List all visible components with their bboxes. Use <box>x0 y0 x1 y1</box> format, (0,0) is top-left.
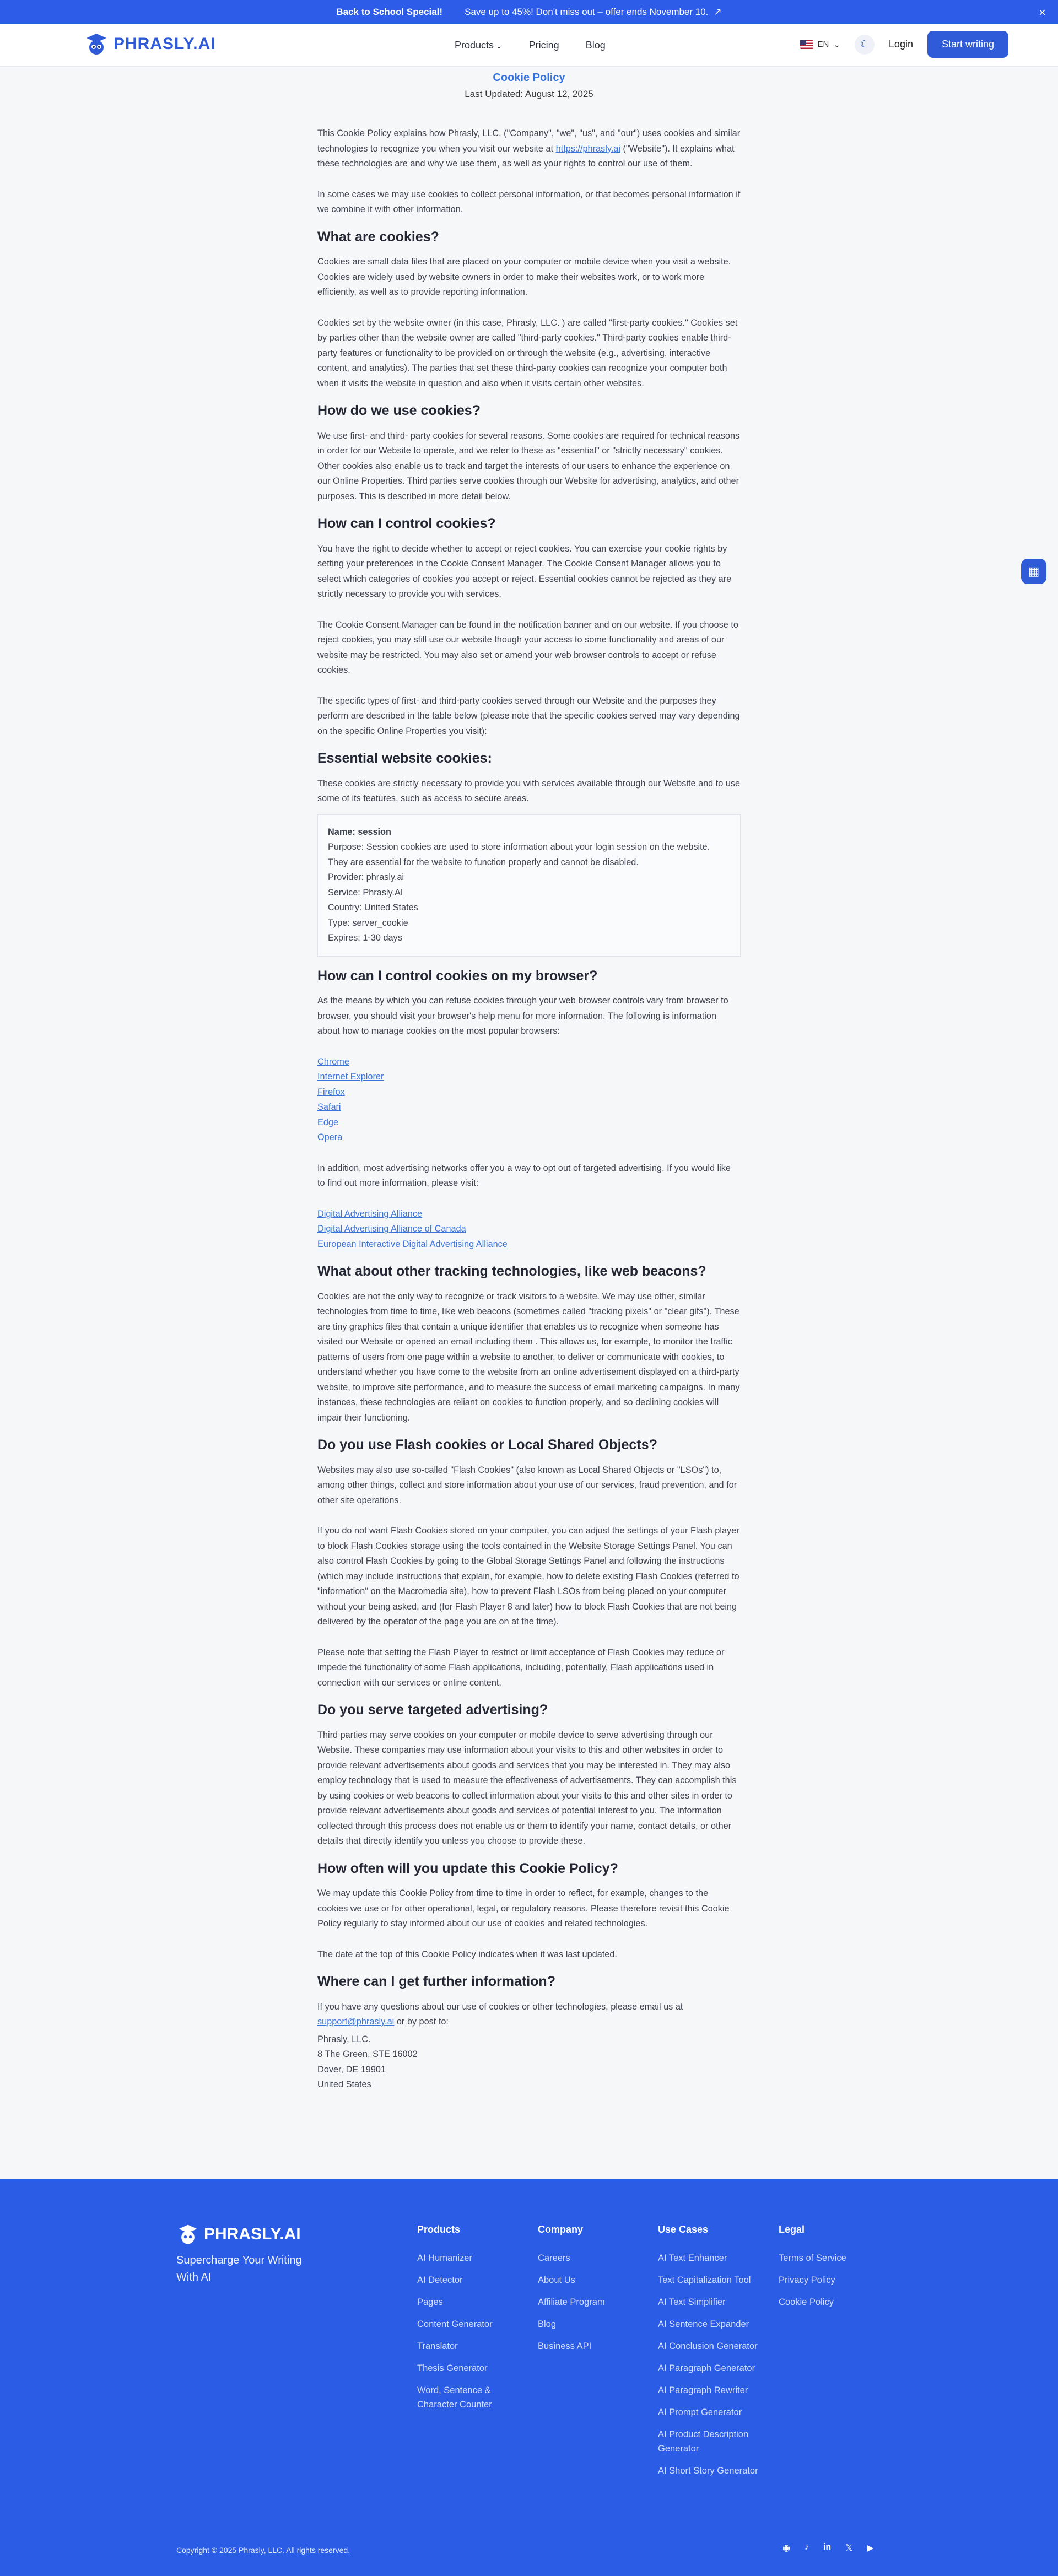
youtube-icon[interactable]: ▶ <box>867 2543 874 2553</box>
footer-link[interactable]: Privacy Policy <box>779 2275 835 2285</box>
footer-link[interactable]: AI Conclusion Generator <box>658 2341 758 2351</box>
section-heading: Where can I get further information? <box>317 1974 555 1989</box>
paragraph: The date at the top of this Cookie Policy indicates when it was last updated. <box>317 1949 617 1959</box>
us-flag-icon <box>800 40 813 49</box>
internet-explorer-link[interactable]: Internet Explorer <box>317 1072 384 1082</box>
footer-link[interactable]: Business API <box>538 2341 592 2351</box>
cookie-expires: Expires: 1-30 days <box>328 933 402 943</box>
section-heading: What are cookies? <box>317 229 439 245</box>
footer-heading: Use Cases <box>658 2224 709 2235</box>
footer-link[interactable]: Blog <box>538 2319 557 2329</box>
nav-blog[interactable]: Blog <box>585 40 606 51</box>
footer-tagline: Supercharge Your Writing With AI <box>176 2254 302 2283</box>
footer-link[interactable]: Pages <box>417 2297 443 2307</box>
linkedin-icon[interactable]: in <box>823 2542 832 2552</box>
paragraph <box>317 126 741 172</box>
footer-use-cases <box>658 2224 768 2486</box>
policy-body <box>317 126 741 2093</box>
nav-products[interactable]: Products ⌄ <box>455 40 503 51</box>
cookie-type: Type: server_cookie <box>328 917 408 928</box>
text: This Cookie Policy explains how Phrasly, LLC. ("Company", "we", "us", and "our") uses cookies and similar technologies to recognize you when you visit our website at <box>317 128 741 154</box>
footer-link[interactable]: AI Paragraph Rewriter <box>658 2385 748 2395</box>
discord-icon[interactable]: ◉ <box>782 2543 790 2553</box>
paragraph: The specific types of first- and third-party cookies served through our Website and the purposes they perform are described in the table below (please note that the specific cookies served may vary depending on the specific Online Properties you visit): <box>317 695 740 736</box>
address-line: Dover, DE 19901 <box>317 2064 386 2075</box>
header-actions <box>800 31 1009 58</box>
paragraph: Websites may also use so-called "Flash Cookies" (also known as Local Shared Objects or "LSOs") to, among other things, collect and store information about your use of our services, fraud prevention, and for other site operations. <box>317 1465 737 1505</box>
footer-link[interactable]: AI Sentence Expander <box>658 2319 749 2329</box>
nav-pricing[interactable]: Pricing <box>528 40 559 51</box>
language-label: EN <box>817 40 829 49</box>
browser-links <box>317 1055 741 1146</box>
section-heading: How do we use cookies? <box>317 403 481 418</box>
login-link[interactable]: Login <box>888 39 913 50</box>
site-footer <box>0 2179 1058 2576</box>
section-heading: Essential website cookies: <box>317 750 492 766</box>
footer-link[interactable]: AI Paragraph Generator <box>658 2363 755 2373</box>
section-heading: How can I control cookies? <box>317 516 496 531</box>
paragraph: We use first- and third- party cookies for several reasons. Some cookies are required for technical reasons in order for our Website to operate, and we refer to these as "essential" or "strictly necessary" cookies. Other cookies also enable us to track and target the interests of our users to enhance the experience on our Online Properties. Third parties serve cookies through our Website for advertising, analytics, and other purposes. This is described in more detail below. <box>317 430 740 501</box>
website-link[interactable]: https://phrasly.ai <box>555 143 620 154</box>
promo-link[interactable] <box>465 7 722 18</box>
section-heading: What about other tracking technologies, like web beacons? <box>317 1263 706 1279</box>
paragraph: Third parties may serve cookies on your computer or mobile device to serve advertising through our Website. These companies may use information about your visits to this and other websites in order to provide relevant advertisements about goods and services that you may be interested in. They may also employ technology that is used to measure the effectiveness of advertisements. They can accomplish this by using cookies or web beacons to collect information about your visits to this and other sites in order to provide relevant advertisements about goods and services of potential interest to you. The information collected through this process does not enable us or them to identify your name, contact details, or other details that directly identify you unless you choose to provide these. <box>317 1730 737 1846</box>
daa-link[interactable]: Digital Advertising Alliance <box>317 1208 423 1219</box>
footer-company <box>538 2224 648 2361</box>
text: or by post to: <box>394 2017 449 2027</box>
paragraph <box>317 2000 741 2030</box>
paragraph: You have the right to decide whether to accept or reject cookies. You can exercise your cookie rights by setting your preferences in the Cookie Consent Manager. The Cookie Consent Manager allows you to select which categories of cookies you accept or reject. Essential cookies cannot be rejected as they are strictly necessary to provide you with services. <box>317 543 732 599</box>
footer-link[interactable]: AI Prompt Generator <box>658 2407 742 2417</box>
postal-address <box>317 2032 741 2093</box>
footer-heading: Products <box>417 2224 461 2235</box>
footer-link[interactable]: AI Humanizer <box>417 2253 472 2263</box>
site-header <box>0 24 1058 67</box>
chat-widget-icon[interactable]: ▦ <box>1021 559 1046 584</box>
footer-link[interactable]: AI Text Enhancer <box>658 2253 727 2263</box>
social-links <box>782 2542 873 2553</box>
chrome-link[interactable]: Chrome <box>317 1056 349 1067</box>
safari-link[interactable]: Safari <box>317 1102 341 1112</box>
last-updated: Last Updated: August 12, 2025 <box>465 89 593 99</box>
cookie-country: Country: United States <box>328 903 418 912</box>
cookie-purpose: Purpose: Session cookies are used to store information about your login session on the website. They are essential for the website to function properly and cannot be disabled. <box>328 842 710 867</box>
edaa-link[interactable]: European Interactive Digital Advertising Alliance <box>317 1239 508 1249</box>
footer-link[interactable]: AI Detector <box>417 2275 463 2285</box>
external-link-icon: ↗ <box>714 6 722 17</box>
page-title: Cookie Policy <box>493 72 565 84</box>
start-writing-button[interactable]: Start writing <box>927 31 1008 58</box>
paragraph: If you do not want Flash Cookies stored on your computer, you can adjust the settings of your Flash player to block Flash Cookies storage using the tools contained in the Website Storage Settings Panel. You can also control Flash Cookies by going to the Global Storage Settings Panel and following the instructions (which may include instructions that explain, for example, how to delete existing Flash Cookies (referred to "information" on the Macromedia site), how to prevent Flash LSOs from being placed on your computer without your being asked, and (for Flash Player 8 and later) how to block Flash Cookies that are not being delivered by the operator of the page you are on at the time). <box>317 1526 739 1627</box>
main-nav <box>455 40 606 51</box>
section-heading: Do you serve targeted advertising? <box>317 1702 548 1718</box>
paragraph: Cookies set by the website owner (in this case, Phrasly, LLC. ) are called "first-party cookies." Cookies set by parties other than the website owner are called "third-party cookies." Third-party cookies enable third-party features or functionality to be provided on or through the website (e.g., advertising, interactive content, and analytics). The parties that set these third-party cookies can recognize your computer both when it visits the website in question and also when it visits certain other websites. <box>317 317 738 388</box>
language-selector[interactable] <box>800 40 840 50</box>
paragraph: We may update this Cookie Policy from time to time in order to reflect, for example, changes to the cookies we use or for other operational, legal, or regulatory reasons. Please therefore revisit this Cookie Policy regularly to stay informed about our use of cookies and related technologies. <box>317 1888 730 1929</box>
section-heading: How can I control cookies on my browser? <box>317 968 598 984</box>
footer-link[interactable]: AI Text Simplifier <box>658 2297 726 2307</box>
chevron-down-icon: ⌄ <box>833 40 840 50</box>
close-icon[interactable]: × <box>1039 6 1046 19</box>
promo-label: Back to School Special! <box>336 6 443 17</box>
paragraph: These cookies are strictly necessary to provide you with services available through our Website and to use some of its features, such as access to secure areas. <box>317 778 741 803</box>
paragraph: Please note that setting the Flash Player to restrict or limit acceptance of Flash Cookies may reduce or impede the functionality of some Flash applications, including, potentially, Flash applications used in connection with our services or online content. <box>317 1647 725 1688</box>
footer-link[interactable]: Content Generator <box>417 2319 493 2329</box>
cookie-details-box <box>317 814 741 957</box>
paragraph: Cookies are small data files that are placed on your computer or mobile device when you visit a website. Cookies are widely used by website owners in order to make their websites work, or to work more efficiently, as well as to provide reporting information. <box>317 257 731 297</box>
tiktok-icon[interactable]: ♪ <box>804 2542 809 2552</box>
cookie-name: Name: session <box>328 827 391 837</box>
footer-link[interactable]: About Us <box>538 2275 575 2285</box>
section-heading: How often will you update this Cookie Policy? <box>317 1860 618 1876</box>
main-content <box>317 67 741 2093</box>
cookie-provider: Provider: phrasly.ai <box>328 872 404 882</box>
x-icon[interactable]: 𝕏 <box>845 2543 853 2553</box>
footer-heading: Legal <box>779 2224 805 2235</box>
address-line: United States <box>317 2080 371 2089</box>
footer-link[interactable]: AI Short Story Generator <box>658 2466 758 2476</box>
cookie-service: Service: Phrasly.AI <box>328 887 403 898</box>
promo-banner <box>0 0 1058 24</box>
footer-link[interactable]: Terms of Service <box>779 2253 846 2263</box>
text: If you have any questions about our use of cookies or other technologies, please email us at <box>317 2001 683 2012</box>
footer-link[interactable]: Word, Sentence & Character Counter <box>417 2385 492 2410</box>
footer-link[interactable]: Affiliate Program <box>538 2297 605 2307</box>
footer-logo[interactable] <box>176 2223 301 2246</box>
paragraph: In addition, most advertising networks offer you a way to opt out of targeted advertising. If you would like to find out more information, please visit: <box>317 1163 731 1188</box>
edge-link[interactable]: Edge <box>317 1117 339 1127</box>
logo-icon <box>176 2223 199 2246</box>
promo-text: Save up to 45%! Don't miss out – offer ends November 10. <box>465 6 709 17</box>
address-line: 8 The Green, STE 16002 <box>317 2049 418 2059</box>
footer-link[interactable]: Cookie Policy <box>779 2297 834 2307</box>
paragraph: As the means by which you can refuse cookies through your web browser controls vary from browser to browser, you should visit your browser's help menu for more information. The following is information about how to manage cookies on the most popular browsers: <box>317 996 728 1036</box>
footer-link[interactable]: Text Capitalization Tool <box>658 2275 751 2285</box>
ad-optout-links <box>317 1207 741 1252</box>
footer-link[interactable]: Translator <box>417 2341 458 2351</box>
paragraph: Cookies are not the only way to recognize or track visitors to a website. We may use other, similar technologies from time to time, like web beacons (sometimes called "tracking pixels" or "clear gifs"). These are tiny graphics files that contain a unique identifier that enables us to recognize when someone has visited our Website or opened an email including them . This allows us, for example, to monitor the traffic patterns of users from one page within a website to another, to deliver or communicate with cookies, to understand whether you have come to the website from an online advertisement displayed on a third-party website, to improve site performance, and to measure the success of email marketing campaigns. In many instances, these technologies are reliant on cookies to function properly, and so declining cookies will impair their functioning. <box>317 1291 740 1423</box>
section-heading: Do you use Flash cookies or Local Shared Objects? <box>317 1437 657 1452</box>
theme-toggle-icon[interactable]: ☾ <box>855 35 875 55</box>
footer-products <box>417 2224 527 2420</box>
paragraph: In some cases we may use cookies to collect personal information, or that becomes personal information if we combine it with other information. <box>317 189 741 214</box>
footer-link[interactable]: Thesis Generator <box>417 2363 488 2373</box>
firefox-link[interactable]: Firefox <box>317 1087 345 1097</box>
daac-link[interactable]: Digital Advertising Alliance of Canada <box>317 1224 466 1234</box>
footer-link[interactable]: Careers <box>538 2253 570 2263</box>
footer-legal <box>779 2224 889 2317</box>
paragraph: The Cookie Consent Manager can be found in the notification banner and on our website. If you choose to reject cookies, you may still use our website though your access to some functionality and areas of our website may be restricted. You may also set or amend your web browser controls to accept or refuse cookies. <box>317 619 738 675</box>
footer-brand-name: PHRASLY.AI <box>204 2225 301 2243</box>
brand-logo[interactable] <box>84 31 216 57</box>
logo-icon <box>84 31 109 57</box>
address-line: Phrasly, LLC. <box>317 2034 371 2044</box>
opera-link[interactable]: Opera <box>317 1132 343 1142</box>
copyright: Copyright © 2025 Phrasly, LLC. All rights reserved. <box>176 2546 350 2555</box>
support-email-link[interactable]: support@phrasly.ai <box>317 2017 395 2027</box>
footer-link[interactable]: AI Product Description Generator <box>658 2429 749 2454</box>
text: ("Website"). It explains what these technologies are and why we use them, as well as your rights to control our use of them. <box>317 143 735 169</box>
brand-name: PHRASLY.AI <box>114 35 216 53</box>
footer-heading: Company <box>538 2224 584 2235</box>
